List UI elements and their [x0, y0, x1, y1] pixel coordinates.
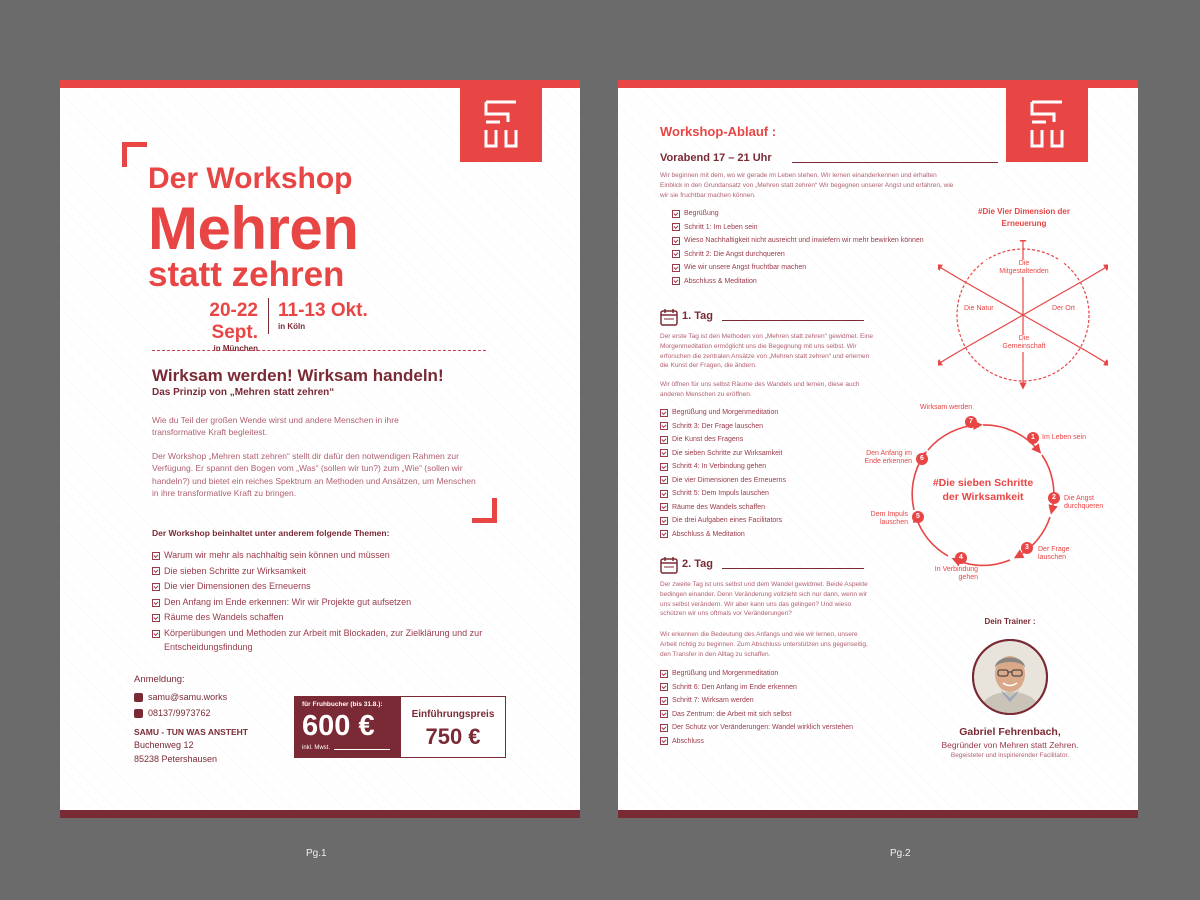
title-line-3: statt zehren	[148, 255, 345, 294]
step-5-label	[854, 511, 908, 528]
date-block-munich	[158, 300, 258, 353]
trainer-description: Begeisteter und inspirierender Facilitator.	[950, 752, 1070, 759]
phone-icon	[134, 709, 143, 718]
list-item: Abschluss & Meditation	[672, 275, 972, 289]
step-2-badge: 2	[1048, 492, 1060, 504]
dimensions-title-line-2: Erneuerung	[1001, 218, 1047, 228]
step-2-label	[1064, 495, 1103, 512]
dimension-co-creators	[984, 260, 1064, 277]
address-city: 85238 Petershausen	[134, 754, 218, 764]
list-item: Der Schutz vor Veränderungen: Wandel wirklich verstehen	[660, 721, 890, 735]
day2-text-2: Wir erkennen die Bedeutung des Anfangs und wie wir lernen, unsere Arbeit richtig zu beginnen. Zum Abschluss unterstützen uns gegenseitig, den Transfer in den Alltag zu schaffen.	[660, 631, 868, 658]
ticket-underline	[334, 749, 390, 750]
list-item: Die sieben Schritte zur Wirksamkeit	[152, 564, 492, 580]
list-item: Abschluss & Meditation	[660, 528, 880, 542]
date-block-cologne	[278, 300, 368, 331]
top-accent-bar	[60, 80, 580, 88]
page-2-caption: Pg.2	[890, 848, 911, 859]
intro-text: Wie du Teil der großen Wende wirst und andere Menschen in ihre transformative Kraft begleitest.	[152, 415, 399, 438]
calendar-icon	[660, 308, 678, 326]
list-item: Warum wir mehr als nachhaltig sein können und müssen	[152, 548, 492, 564]
bottom-accent-bar	[60, 810, 580, 818]
list-item: Körperübungen und Methoden zur Arbeit mit Blockaden, zur Zielklärung und zur	[152, 626, 492, 642]
step-3-label	[1038, 546, 1070, 563]
list-item: Schritt 5: Dem Impuls lauschen	[660, 487, 880, 501]
dimension-nature: Die Natur	[964, 305, 994, 312]
arrow-top-right	[1088, 266, 1108, 278]
step-4-label	[908, 566, 978, 583]
list-item: Schritt 2: Die Angst durchqueren	[672, 248, 972, 262]
list-item: Die drei Aufgaben eines Facilitators	[660, 514, 880, 528]
phone-number[interactable]: 08137/9973762	[148, 708, 211, 718]
step-6-badge: 6	[916, 453, 928, 465]
list-item: Die vier Dimensionen des Erneuerns	[660, 474, 880, 488]
day2-text-1: Der zweite Tag ist uns selbst und dem Wandel gewidmet. Beide Aspekte bedingen einander. Denn Veränderung vollzieht sich nur dann, wenn wir uns selbst verändern. Wir aber kann uns das gelingen? Und wieso schützen wir uns oftmals vor Veränderungen?	[660, 581, 868, 618]
dashed-divider	[152, 350, 486, 351]
schedule-heading: Workshop-Ablauf :	[660, 124, 777, 139]
body-text: Der Workshop „Mehren statt zehren“ stellt dir dafür den notwendigen Rahmen zur Verfügung. Er spannt den Bogen vom „Was“ (sollen wir tun?) zum „Wie“ (sollen wir handeln?) und bietet ein reiches Spektrum an Methoden und Ansätzen, um Menschen in ihre transformative Kraft zu bringen.	[152, 451, 476, 498]
vorabend-list	[672, 207, 972, 288]
list-item: Das Zentrum: die Arbeit mit sich selbst	[660, 708, 890, 722]
day1-title: 1. Tag	[682, 310, 713, 322]
dimension-co-creators-line-2: Mitgestaltenden	[999, 268, 1049, 276]
list-item: Wieso Nachhaltigkeit nicht ausreicht und inwiefern wir mehr bewirken können	[672, 234, 972, 248]
dimension-community-line-1: Die	[1018, 335, 1030, 342]
calendar-icon	[660, 556, 678, 574]
intro-price-ticket	[400, 696, 506, 758]
address-street: Buchenweg 12	[134, 740, 194, 750]
seven-steps-title-line-1: #Die sieben Schritte	[932, 477, 1034, 489]
dimensions-title-line-1: #Die Vier Dimension der	[978, 207, 1070, 216]
trainer-photo	[971, 638, 1049, 716]
intro-price: 750 €	[425, 724, 481, 749]
seven-steps-title	[918, 476, 1048, 504]
bottom-accent-bar	[618, 810, 1138, 818]
date-cologne: 11-13 Okt.	[278, 300, 368, 321]
email-icon	[134, 693, 143, 702]
email-link[interactable]: samu@samu.works	[148, 692, 228, 702]
dimensions-title	[946, 206, 1102, 229]
list-item: Schritt 4: In Verbindung gehen	[660, 460, 880, 474]
trainer-role: Begründer von Mehren statt Zehren.	[941, 740, 1079, 750]
dimension-community	[994, 335, 1054, 352]
location-cologne: in Köln	[278, 322, 306, 331]
step-5-label-line-1: Dem Impuls	[870, 511, 908, 518]
page-1	[60, 80, 580, 818]
list-item: Die sieben Schritte zur Wirksamkeit	[660, 447, 880, 461]
step-3-label-line-1: Der Frage	[1038, 546, 1070, 553]
step-6-label	[844, 450, 912, 467]
list-item: Schritt 7: Wirksam werden	[660, 694, 890, 708]
step-1-label: Im Leben sein	[1042, 434, 1086, 441]
step-4-badge: 4	[955, 552, 967, 564]
samu-logo	[460, 88, 542, 162]
day1-list	[660, 406, 880, 541]
step-5-label-line-2: lauschen	[879, 519, 908, 527]
step-6-label-line-2: Ende erkennen	[864, 458, 912, 466]
step-3-label-line-2: lauschen	[1038, 554, 1067, 562]
step-2-label-line-2: durchqueren	[1064, 503, 1104, 511]
step-4-label-line-1: In Verbindung	[934, 566, 978, 573]
day2-rule	[722, 568, 864, 569]
company-name: SAMU - TUN WAS ANSTEHT	[134, 727, 248, 737]
top-accent-bar	[618, 80, 1138, 88]
step-7-label: Wirksam werden	[920, 404, 973, 411]
early-bird-label: für Fruhbucher (bis 31.8.):	[302, 701, 383, 708]
list-item: Wie wir unsere Angst fruchtbar machen	[672, 261, 972, 275]
corner-bracket-top-left	[122, 142, 147, 167]
topics-heading: Der Workshop beinhaltet unter anderem folgende Themen:	[152, 528, 390, 538]
list-item: Räume des Wandels schaffen	[660, 501, 880, 515]
vorabend-rule	[792, 162, 998, 163]
arrow-bottom-right	[1088, 352, 1108, 364]
step-6-label-line-1: Den Anfang im	[866, 450, 912, 457]
topics-list	[152, 548, 492, 642]
day2-title: 2. Tag	[682, 558, 713, 570]
subtitle: Wirksam werden! Wirksam handeln!	[152, 366, 444, 385]
list-item: Schritt 1: Im Leben sein	[672, 221, 972, 235]
list-item: Den Anfang im Ende erkennen: Wir wir Projekte gut aufsetzen	[152, 595, 492, 611]
list-item: Räume des Wandels schaffen	[152, 610, 492, 626]
location-munich: in München	[213, 344, 258, 353]
arrow-top-left	[938, 266, 958, 278]
early-bird-price-ticket	[294, 696, 400, 758]
early-bird-price: 600 €	[302, 710, 375, 742]
step-5-badge: 5	[912, 511, 924, 523]
samu-logo	[1006, 88, 1088, 162]
subtitle-principle: Das Prinzip von „Mehren statt zehren“	[152, 387, 335, 398]
topics-continuation: Entscheidungsfindung	[164, 642, 253, 652]
date-divider	[268, 298, 269, 334]
step-1-badge: 1	[1027, 432, 1039, 444]
list-item: Begrüßung	[672, 207, 972, 221]
day1-rule	[722, 320, 864, 321]
arrow-bottom-left	[938, 352, 958, 364]
intro-price-label: Einführungspreis	[411, 709, 495, 720]
list-item: Die Kunst des Fragens	[660, 433, 880, 447]
list-item: Begrüßung und Morgenmeditation	[660, 406, 880, 420]
list-item: Schritt 3: Der Frage lauschen	[660, 420, 880, 434]
dimension-community-line-2: Gemeinschaft	[1002, 343, 1046, 351]
step-7-badge: 7	[965, 416, 977, 428]
list-item: Die vier Dimensionen des Erneuerns	[152, 579, 492, 595]
step-3-badge: 3	[1021, 542, 1033, 554]
dimension-place: Der Ort	[1052, 305, 1075, 312]
corner-bracket-bottom-right	[472, 498, 497, 523]
title-line-2: Mehren	[148, 195, 359, 262]
day1-text-1: Der erste Tag ist den Methoden von „Mehren statt zehren“ gewidmet. Eine Morgenmeditation ermöglicht uns die Begegnung mit uns selbst. Wir erforschen die zentralen Ansätze von „Mehren statt zehren“ und erlernen die Kunst der Fragen, die ändern.	[660, 333, 874, 370]
vorabend-title: Vorabend 17 – 21 Uhr	[660, 152, 772, 164]
trainer-name: Gabriel Fehrenbach,	[959, 726, 1061, 738]
samu-logo-icon	[1028, 100, 1066, 148]
trainer-label: Dein Trainer :	[984, 617, 1036, 626]
list-item: Begrüßung und Morgenmeditation	[660, 667, 890, 681]
samu-logo-icon	[482, 100, 520, 148]
list-item: Abschluss	[660, 735, 890, 749]
dimension-co-creators-line-1: Die	[1018, 260, 1030, 267]
step-4-label-line-2: gehen	[958, 574, 978, 582]
day2-list	[660, 667, 890, 748]
seven-steps-title-line-2: der Wirksamkeit	[942, 491, 1024, 504]
step-2-label-line-1: Die Angst	[1064, 495, 1094, 502]
vorabend-text: Wir beginnen mit dem, wo wir gerade im Leben stehen. Wir lernen einanderkennen und erhalten Einblick in den Grundansatz von „Mehren statt zehren“ Wir begegnen unserer Angst und erfahren, wie wir sie fruchtbar machen können.	[660, 172, 954, 199]
page-1-caption: Pg.1	[306, 848, 327, 859]
early-bird-note: inkl. Mwst.	[302, 745, 331, 751]
registration-label: Anmeldung:	[134, 674, 185, 685]
list-item: Schritt 6: Den Anfang im Ende erkennen	[660, 681, 890, 695]
page-2	[618, 80, 1138, 818]
day1-text-2: Wir öffnen für uns selbst Räume des Wandels und lernen, diese auch anderen Menschen zu eröffnen.	[660, 381, 860, 398]
date-munich: 20-22 Sept.	[209, 300, 258, 343]
title-line-1: Der Workshop	[148, 162, 353, 195]
